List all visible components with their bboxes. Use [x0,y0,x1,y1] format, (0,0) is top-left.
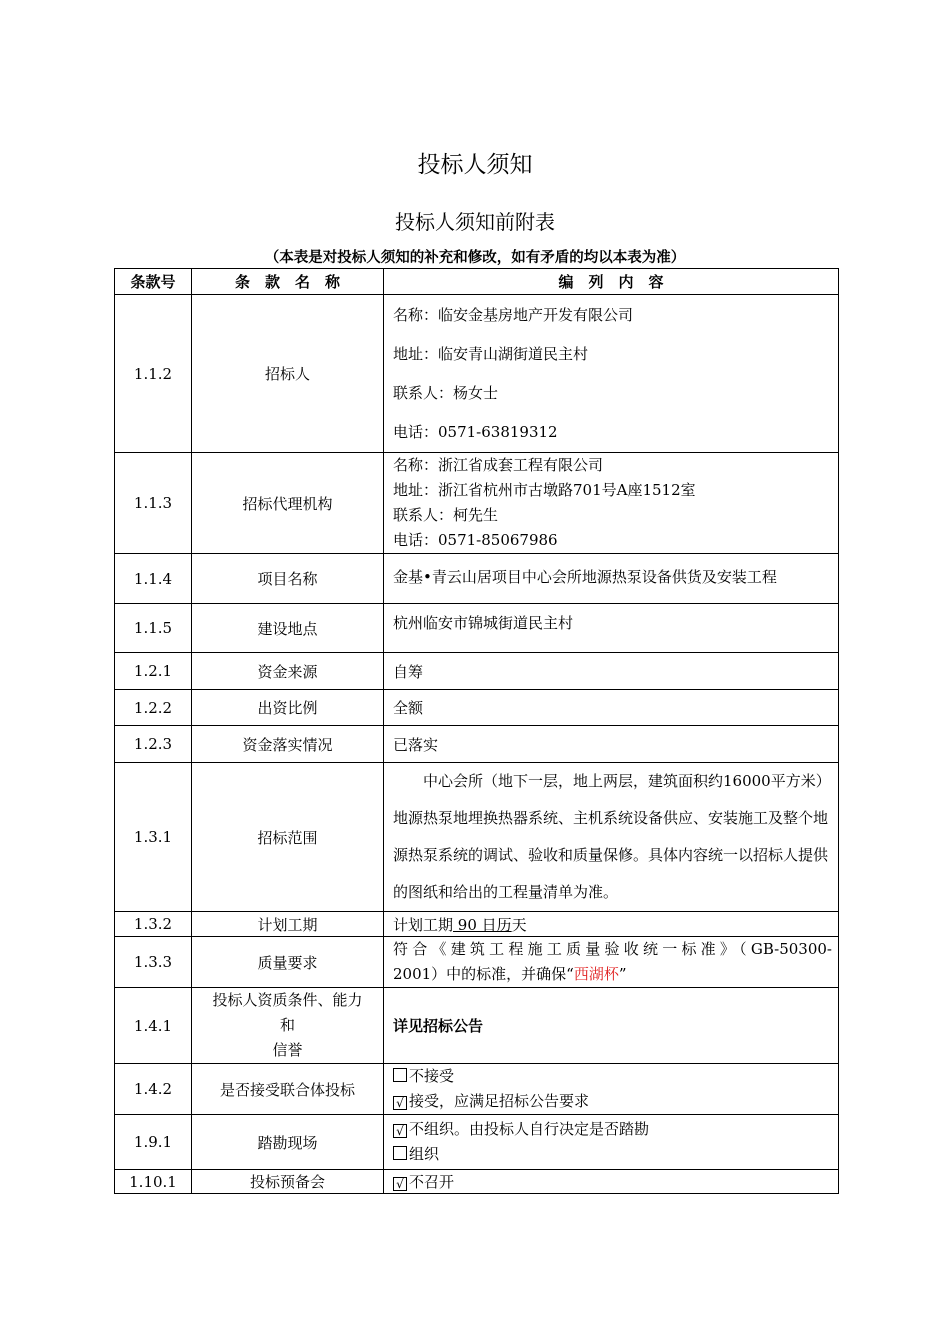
funding-source: 自筹 [384,653,839,690]
clause-no: 1.4.2 [115,1064,192,1115]
qualification-name-line-1: 投标人资质条件、能力 [212,991,363,1009]
funding-status: 已落实 [384,726,839,763]
schedule-days: 90 日历 [453,915,512,934]
qualification-name-line-3: 信誉 [272,1041,303,1059]
agency-contact: 联系人：柯先生 [393,506,499,524]
clause-content [384,912,839,937]
document-title: 投标人须知 [417,152,533,178]
clause-name: 投标预备会 [192,1170,384,1194]
clause-content [384,937,839,988]
tenderer-contact: 联系人：杨女士 [393,383,499,402]
option-organize[interactable] [393,1142,832,1167]
clause-no: 1.1.2 [115,295,192,453]
table-title: 投标人须知前附表 [395,210,555,234]
table-note: （本表是对投标人须知的补充和修改，如有矛盾的均以本表为准） [264,250,686,266]
table-header-row [115,269,839,295]
clause-name: 招标人 [192,295,384,453]
option-not-organize[interactable] [393,1117,832,1142]
clause-name: 踏勘现场 [192,1115,384,1170]
clause-no: 1.3.1 [115,763,192,912]
checkbox-checked-icon[interactable]: √ [393,1177,407,1191]
clause-no: 1.1.4 [115,554,192,604]
project-location: 杭州临安市锦城街道民主村 [384,604,839,653]
agency-address: 地址：浙江省杭州市古墩路701号A座1512室 [393,481,696,499]
table-row [115,453,839,554]
clause-content [384,295,839,453]
clause-name: 出资比例 [192,690,384,726]
clause-no: 1.2.2 [115,690,192,726]
quality-line-2 [393,962,832,987]
award-name: 西湖杯 [573,965,619,983]
table-row [115,690,839,726]
clause-no: 1.2.1 [115,653,192,690]
checkbox-checked-icon[interactable]: √ [393,1124,407,1138]
table-row [115,1170,839,1194]
bid-scope-text: 中心会所（地下一层，地上两层，建筑面积约16000平方米）地源热泵地埋换热器系统、主机系统设备供应、安装施工及整个地源热泵系统的调试、验收和质量保修。具体内容统一以招标人提供的图纸和给出的工程量清单为准。 [393,772,831,901]
table-row [115,1064,839,1115]
header-clause-no: 条款号 [115,269,192,295]
consortium-options [384,1064,839,1115]
clause-name: 是否接受联合体投标 [192,1064,384,1115]
option-label: 不召开 [409,1173,455,1191]
clause-no: 1.4.1 [115,988,192,1064]
clause-name: 资金落实情况 [192,726,384,763]
table-row [115,295,839,453]
table-row [115,763,839,912]
table-row [115,653,839,690]
quality-line-1: 符合《建筑工程施工质量验收统一标准》（GB-50300- [393,940,832,958]
bid-instructions-table [114,268,839,1194]
table-row [115,912,839,937]
option-not-hold[interactable] [393,1173,454,1191]
quality-text: 2001）中的标准，并确保“ [393,965,574,983]
tenderer-phone: 电话：0571-63819312 [393,422,558,441]
qualification-content: 详见招标公告 [384,988,839,1064]
table-row [115,1115,839,1170]
table-row [115,988,839,1064]
clause-name: 质量要求 [192,937,384,988]
funding-ratio: 全额 [384,690,839,726]
clause-no: 1.1.3 [115,453,192,554]
tenderer-name: 名称：临安金基房地产开发有限公司 [393,305,634,324]
header-content: 编 列 内 容 [384,269,839,295]
clause-no: 1.3.3 [115,937,192,988]
checkbox-icon[interactable] [393,1068,407,1082]
clause-no: 1.9.1 [115,1115,192,1170]
option-label: 接受，应满足招标公告要求 [409,1092,590,1110]
clause-content [384,763,839,912]
agency-name: 名称：浙江省成套工程有限公司 [393,456,604,474]
clause-name: 计划工期 [192,912,384,937]
clause-name: 资金来源 [192,653,384,690]
project-name: 金基•青云山居项目中心会所地源热泵设备供货及安装工程 [384,554,839,604]
quality-quote-close: ” [618,965,627,983]
clause-no: 1.1.5 [115,604,192,653]
checkbox-icon[interactable] [393,1146,407,1160]
agency-phone: 电话：0571-85067986 [393,531,558,549]
clause-no: 1.3.2 [115,912,192,937]
option-label: 组织 [409,1145,440,1163]
site-visit-options [384,1115,839,1170]
clause-name: 招标代理机构 [192,453,384,554]
table-row [115,554,839,604]
option-accept[interactable] [393,1089,832,1114]
clause-name: 招标范围 [192,763,384,912]
tenderer-address: 地址：临安青山湖街道民主村 [393,344,589,363]
clause-name [192,988,384,1064]
table-row [115,726,839,763]
option-not-accept[interactable] [393,1064,832,1089]
schedule-suffix: 天 [511,915,527,934]
qualification-name-line-2: 和 [279,1016,295,1034]
clause-name: 建设地点 [192,604,384,653]
pre-bid-meeting-options [384,1170,839,1194]
clause-name: 项目名称 [192,554,384,604]
option-label: 不接受 [409,1067,455,1085]
schedule-prefix: 计划工期 [393,915,454,934]
clause-no: 1.2.3 [115,726,192,763]
checkbox-checked-icon[interactable]: √ [393,1096,407,1110]
table-row [115,604,839,653]
header-clause-name: 条 款 名 称 [192,269,384,295]
table-row [115,937,839,988]
clause-content [384,453,839,554]
option-label: 不组织。由投标人自行决定是否踏勘 [409,1120,650,1138]
clause-no: 1.10.1 [115,1170,192,1194]
